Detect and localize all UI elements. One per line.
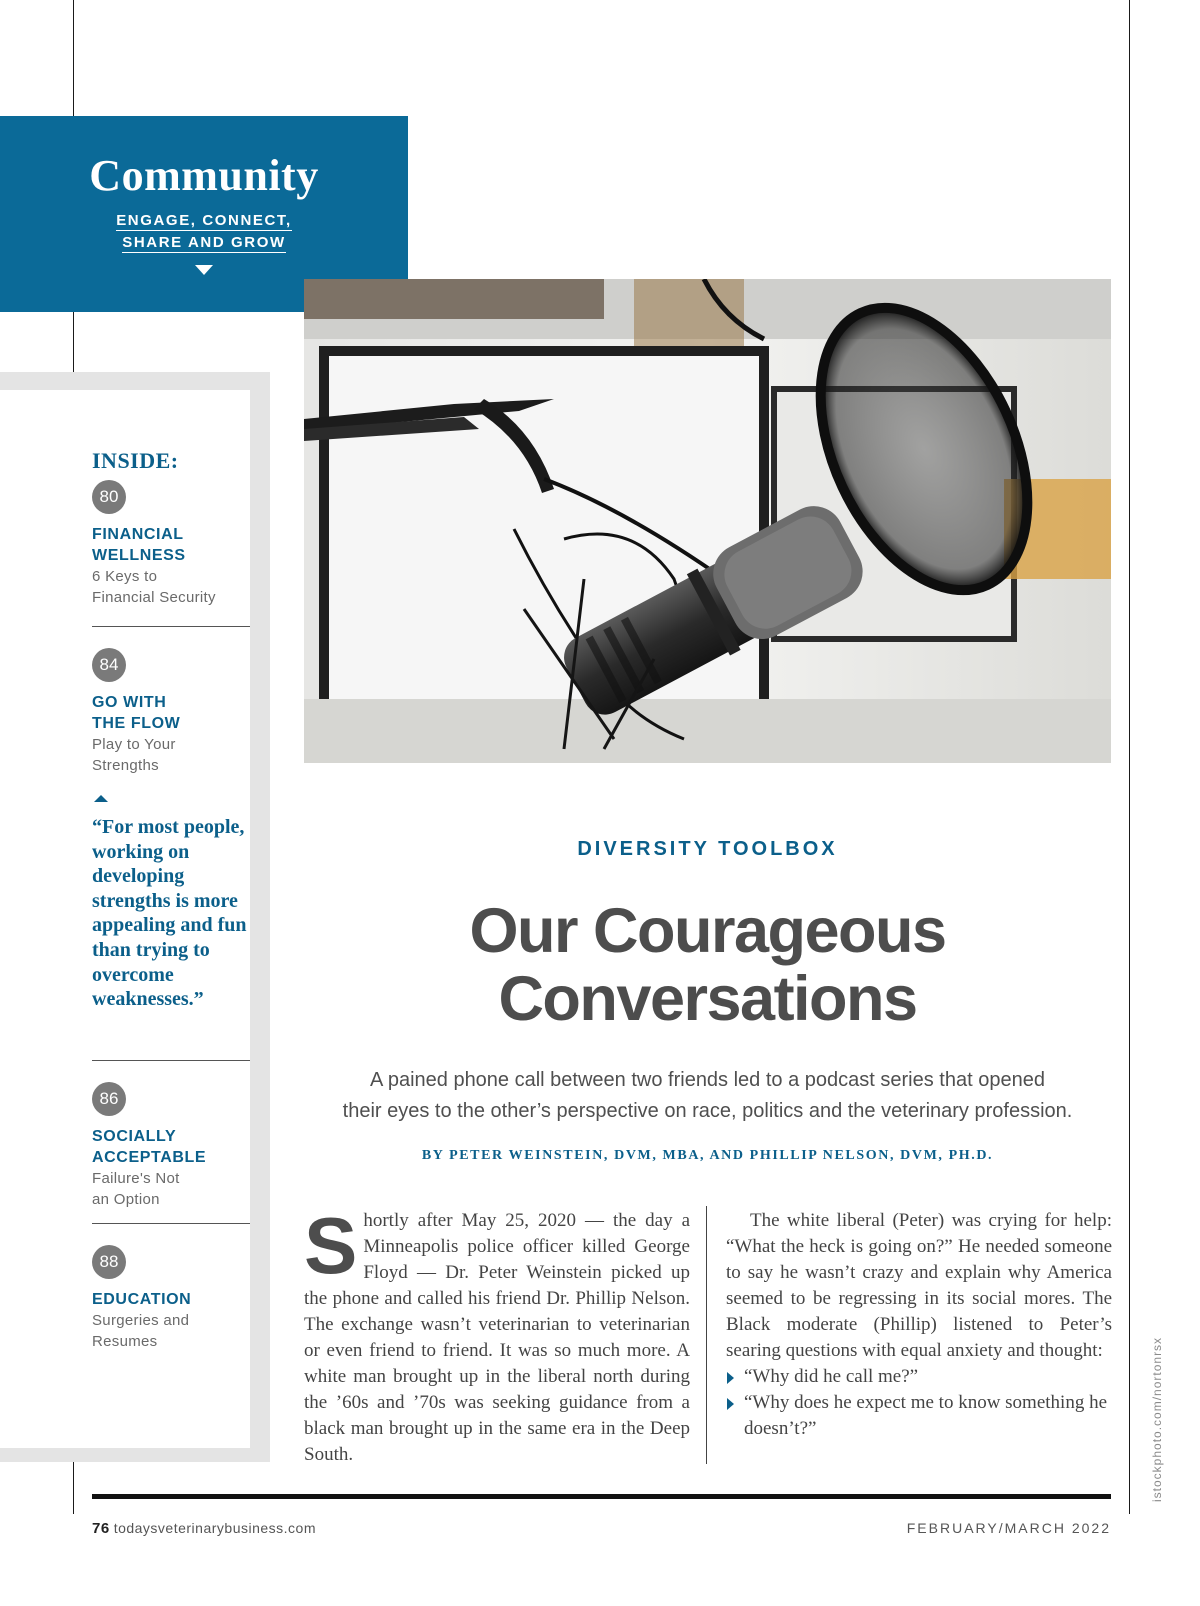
toc-item-socially-acceptable[interactable] bbox=[92, 1082, 250, 1210]
drop-cap: S bbox=[304, 1201, 358, 1290]
photo-credit: istockphoto.com/nortonrsx bbox=[1150, 1336, 1164, 1502]
toc-item-subtitle: 6 Keys to Financial Security bbox=[92, 568, 216, 606]
pull-quote: “For most people, working on developing strengths is more appealing and fun than trying to overcome weaknesses.” bbox=[92, 816, 247, 1011]
toc-item-subtitle: Surgeries and Resumes bbox=[92, 1312, 190, 1350]
deck-line-1: A pained phone call between two friends led to a podcast series that opened bbox=[370, 1069, 1045, 1091]
section-title: Community bbox=[89, 151, 319, 200]
section-subtitle-line-2 bbox=[0, 234, 408, 251]
article-column-left bbox=[304, 1201, 690, 1468]
toc-item-title: SOCIALLY ACCEPTABLE bbox=[92, 1128, 207, 1166]
toc-divider bbox=[92, 1060, 250, 1061]
article-deck bbox=[304, 1065, 1111, 1127]
section-subtitle-text-1: ENGAGE, CONNECT, bbox=[116, 212, 292, 229]
toc-item-title: GO WITH THE FLOW bbox=[92, 694, 181, 732]
chevron-up-icon bbox=[94, 795, 108, 802]
headline-line-1: Our Courageous bbox=[469, 896, 946, 966]
bullet-item: “Why does he expect me to know something he doesn’t?” bbox=[726, 1390, 1112, 1442]
chevron-down-icon bbox=[195, 265, 213, 275]
deck-line-2: their eyes to the other’s perspective on race, politics and the veterinary profession. bbox=[342, 1100, 1073, 1122]
bullet-arrow-icon bbox=[727, 1372, 734, 1384]
toc-item-title: FINANCIAL WELLNESS bbox=[92, 526, 186, 564]
headline-line-2: Conversations bbox=[498, 964, 917, 1034]
issue-date: FEBRUARY/MARCH 2022 bbox=[906, 1520, 1111, 1536]
right-margin-rule bbox=[1129, 0, 1130, 1514]
toc-item-title: EDUCATION bbox=[92, 1291, 192, 1308]
page-number-badge: 80 bbox=[92, 480, 126, 514]
article-byline: BY PETER WEINSTEIN, DVM, MBA, AND PHILLIP NELSON, DVM, PH.D. bbox=[421, 1148, 994, 1163]
footer-left bbox=[92, 1520, 316, 1537]
article-paragraph-1: hortly after May 25, 2020 — the day a Minneapolis police officer killed George Floyd — Dr. Peter Weinstein picked up the phone and called his friend Dr. Phillip Nelson. The exchange wasn’t veterinarian to veterinarian or even friend to friend. It was so much more. A white man brought up in the liberal north during the ’60s and ’70s was seeking guidance from a black man brought up in the same era in the Deep South. bbox=[304, 1210, 690, 1465]
article-kicker: DIVERSITY TOOLBOX bbox=[577, 838, 838, 860]
page-number: 76 bbox=[92, 1520, 110, 1537]
hero-photo-podcast-microphone bbox=[304, 279, 1111, 763]
toc-divider bbox=[92, 1223, 250, 1224]
inside-heading: INSIDE: bbox=[92, 448, 179, 473]
microphone-illustration bbox=[304, 279, 1111, 763]
section-subtitle-line-1 bbox=[0, 212, 408, 229]
bullet-arrow-icon bbox=[727, 1398, 734, 1410]
toc-item-financial-wellness[interactable] bbox=[92, 480, 250, 608]
bullet-item: “Why did he call me?” bbox=[726, 1364, 1112, 1390]
article-column-right bbox=[726, 1208, 1112, 1442]
toc-item-education[interactable] bbox=[92, 1245, 250, 1352]
toc-divider bbox=[92, 626, 250, 627]
section-subtitle-text-2: SHARE AND GROW bbox=[122, 234, 286, 251]
toc-item-subtitle: Play to Your Strengths bbox=[92, 736, 176, 774]
article-paragraph-2: The white liberal (Peter) was crying for help: “What the heck is going on?” He needed someone to say he wasn’t crazy and explain why America seemed to be regressing in its social mores. The Black moderate (Phillip) listened to Peter’s searing questions with equal anxiety and thought: bbox=[726, 1210, 1112, 1361]
article-headline bbox=[304, 897, 1111, 1033]
toc-item-go-with-the-flow[interactable] bbox=[92, 648, 250, 776]
website-link[interactable]: todaysveterinarybusiness.com bbox=[113, 1520, 316, 1536]
page-number-badge: 86 bbox=[92, 1082, 126, 1116]
page-number-badge: 84 bbox=[92, 648, 126, 682]
column-divider bbox=[706, 1206, 707, 1464]
page-number-badge: 88 bbox=[92, 1245, 126, 1279]
footer-rule bbox=[92, 1494, 1111, 1499]
toc-item-subtitle: Failure's Not an Option bbox=[92, 1170, 180, 1208]
